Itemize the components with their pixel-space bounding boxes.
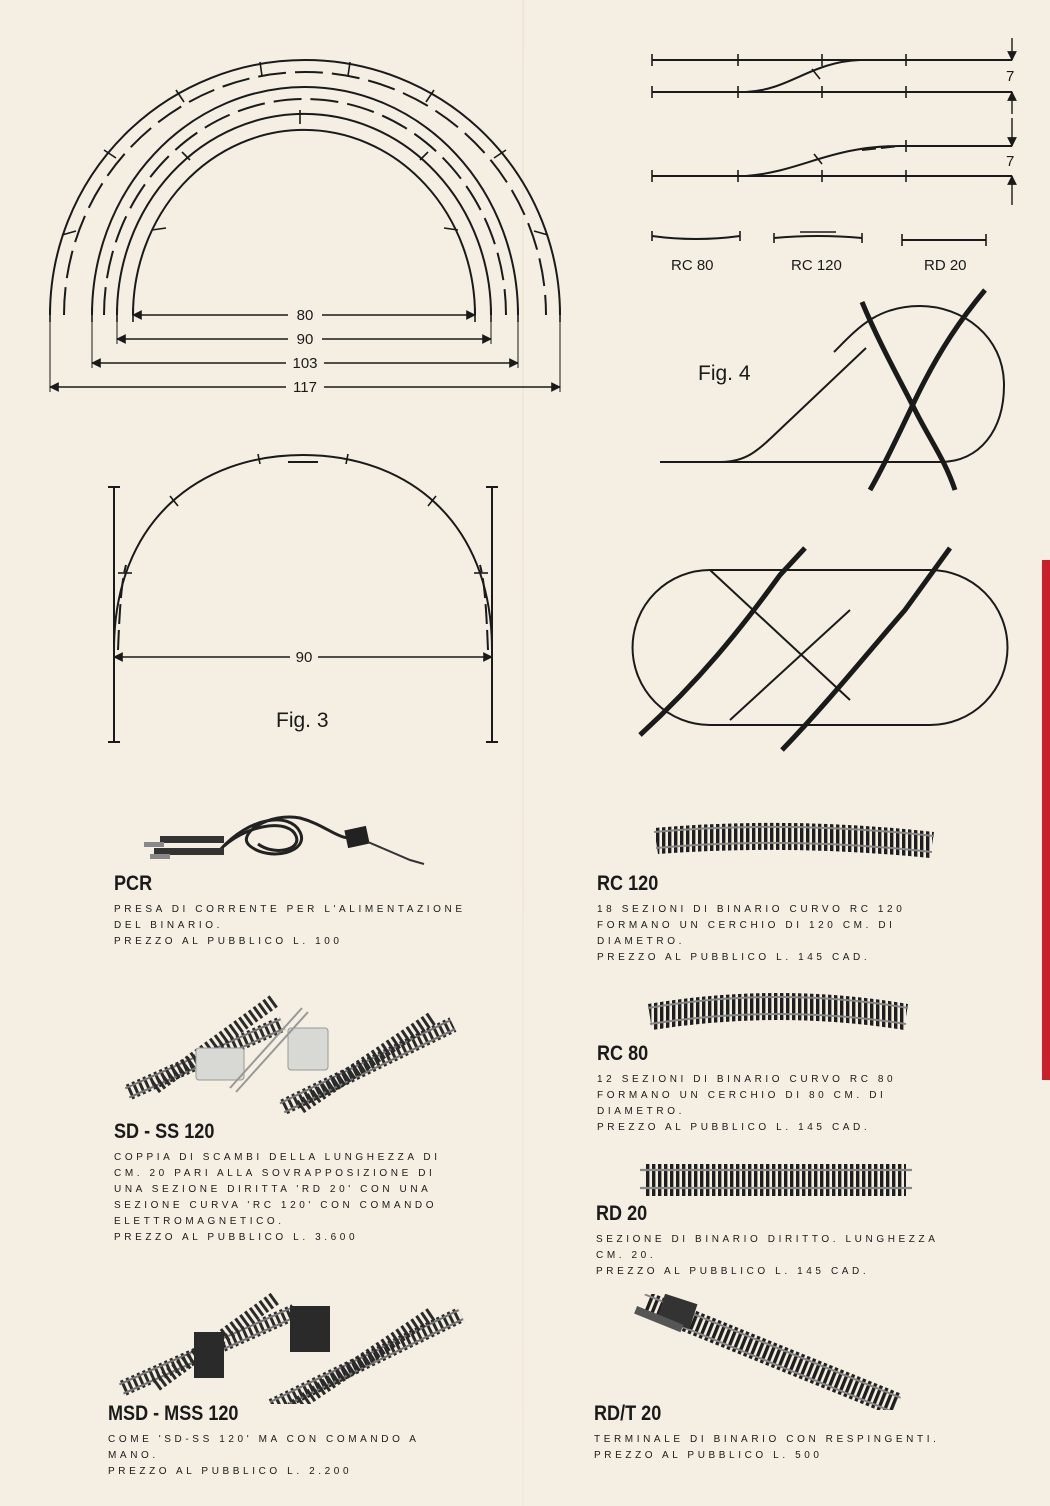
product-rd-20 bbox=[596, 1202, 946, 1280]
fig3-label: Fig. 3 bbox=[276, 709, 329, 732]
turnout-diagram bbox=[652, 38, 1015, 246]
product-description: PRESA DI CORRENTE PER L'ALIMENTAZIONE DEL BINARIO. bbox=[114, 904, 466, 931]
product-rc-80 bbox=[597, 1042, 947, 1136]
fig4-track-layout bbox=[660, 290, 1004, 490]
rc80-curved-track-image bbox=[642, 988, 914, 1036]
product-code: MSD - MSS 120 bbox=[108, 1402, 239, 1425]
track-type-rd20: RD 20 bbox=[924, 257, 967, 274]
dim-90: 90 bbox=[296, 331, 314, 348]
product-rd-t-20 bbox=[594, 1402, 944, 1464]
product-price: PREZZO AL PUBBLICO L. 3.600 bbox=[114, 1232, 359, 1243]
rd20-straight-track-image bbox=[640, 1160, 912, 1200]
product-code: SD - SS 120 bbox=[114, 1120, 215, 1143]
turnout-dim-bottom: 7 bbox=[1006, 153, 1015, 170]
rc120-curved-track-image bbox=[650, 818, 938, 864]
oval-track-layout bbox=[633, 548, 1008, 750]
product-description: SEZIONE DI BINARIO DIRITTO. LUNGHEZZA CM. 20. bbox=[596, 1234, 938, 1261]
product-code: RC 80 bbox=[597, 1042, 649, 1065]
fig3-diagram bbox=[108, 454, 498, 742]
product-description: 18 SEZIONI DI BINARIO CURVO RC 120 FORMANO UN CERCHIO DI 120 CM. DI DIAMETRO. bbox=[597, 904, 906, 947]
track-type-rc80: RC 80 bbox=[671, 257, 714, 274]
dim-103: 103 bbox=[292, 355, 318, 372]
product-price: PREZZO AL PUBBLICO L. 2.200 bbox=[108, 1466, 353, 1477]
product-price: PREZZO AL PUBBLICO L. 500 bbox=[594, 1450, 823, 1461]
pcr-cable-image bbox=[140, 806, 430, 872]
product-description: COME 'SD-SS 120' MA CON COMANDO A MANO. bbox=[108, 1434, 419, 1461]
product-code: RD/T 20 bbox=[594, 1402, 662, 1425]
product-code: RD 20 bbox=[596, 1202, 648, 1225]
product-price: PREZZO AL PUBBLICO L. 145 CAD. bbox=[597, 1122, 871, 1133]
sd-ss-turnouts-image bbox=[112, 964, 462, 1114]
msd-mss-turnouts-image bbox=[110, 1254, 470, 1404]
fig4-label: Fig. 4 bbox=[698, 362, 751, 385]
product-price: PREZZO AL PUBBLICO L. 145 CAD. bbox=[597, 952, 871, 963]
product-code: PCR bbox=[114, 872, 153, 895]
product-msd-mss-120 bbox=[108, 1402, 468, 1480]
product-pcr bbox=[114, 872, 474, 950]
fig3-dim-90: 90 bbox=[295, 649, 313, 666]
turnout-dim-top: 7 bbox=[1006, 68, 1015, 85]
product-price: PREZZO AL PUBBLICO L. 100 bbox=[114, 936, 343, 947]
product-description: 12 SEZIONI DI BINARIO CURVO RC 80 FORMANO UN CERCHIO DI 80 CM. DI DIAMETRO. bbox=[597, 1074, 897, 1117]
product-code: RC 120 bbox=[597, 872, 659, 895]
rdt20-terminal-track-image bbox=[626, 1294, 912, 1410]
track-type-rc120: RC 120 bbox=[791, 257, 842, 274]
product-rc-120 bbox=[597, 872, 947, 966]
product-sd-ss-120 bbox=[114, 1120, 464, 1246]
product-description: COPPIA DI SCAMBI DELLA LUNGHEZZA DI CM. 20 PARI ALLA SOVRAPPOSIZIONE DI UNA SEZIONE DIRITTA 'RD 20' CON UNA SEZIONE CURVA 'RC 120' CON COMANDO ELETTROMAGNETICO. bbox=[114, 1152, 441, 1227]
product-description: TERMINALE DI BINARIO CON RESPINGENTI. bbox=[594, 1434, 940, 1445]
dim-117: 117 bbox=[293, 379, 317, 396]
product-price: PREZZO AL PUBBLICO L. 145 CAD. bbox=[596, 1266, 870, 1277]
dim-80: 80 bbox=[296, 307, 314, 324]
